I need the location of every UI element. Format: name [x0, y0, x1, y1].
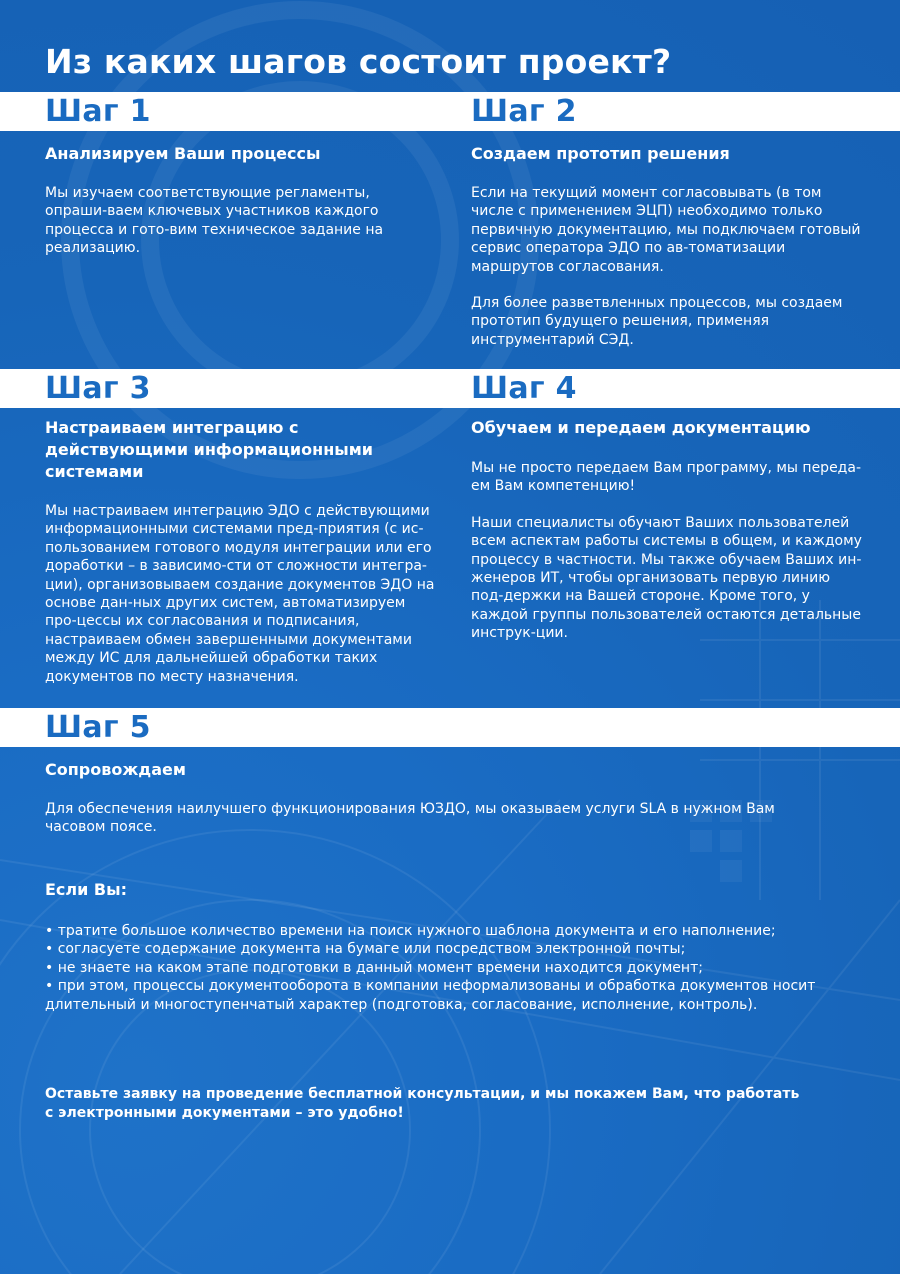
step-3-heading: Шаг 3 [45, 371, 151, 406]
step-3-subtitle: Настраиваем интеграцию с действующими информационными системами [45, 418, 373, 481]
step-5-paragraph: Для обеспечения наилучшего функционирования ЮЗДО, мы оказываем услуги SLA в нужном Вам часовом поясе. [45, 801, 775, 836]
step-4-body [471, 459, 866, 661]
if-you-list [45, 922, 835, 1014]
step-1-paragraph: Мы изучаем соответствующие регламенты, опраши-ваем ключевых участников каждого процесса и гото-вим техническое задание на реализацию. [45, 185, 384, 257]
step-2-subtitle: Создаем прототип решения [471, 144, 730, 163]
step-5-subtitle: Сопровождаем [45, 760, 186, 779]
step-1-heading: Шаг 1 [45, 94, 151, 129]
if-you-item: • при этом, процессы документооборота в компании неформализованы и обработка документов носит длительный и многоступенчатый характер (подготовка, согласование, исполнение, контроль). [45, 978, 816, 1013]
step-1-subtitle: Анализируем Ваши процессы [45, 144, 321, 163]
if-you-item: • согласуете содержание документа на бумаге или посредством электронной почты; [45, 941, 686, 958]
step-2-body [471, 184, 866, 367]
step-5-heading: Шаг 5 [45, 710, 151, 745]
call-to-action: Оставьте заявку на проведение бесплатной консультации, и мы покажем Вам, что работать с электронными документами – это удобно! [45, 1086, 800, 1121]
step-2-heading: Шаг 2 [471, 94, 577, 129]
step-4-paragraph: Мы не просто передаем Вам программу, мы переда-ем Вам компетенцию! [471, 460, 861, 495]
step-3-paragraph: Мы настраиваем интеграцию ЭДО с действующими информационными системами пред-приятия (с ис-пользованием готового модуля интеграции или его доработки – в зависимо-сти от сложности интегра-ции), организовываем создание документов ЭДО на основе дан-ных других систем, автоматизируем про-цессы их согласования и подписания, настраиваем обмен завершенными документами между ИС для дальнейшей обработки таких документов по месту назначения. [45, 503, 435, 685]
step-3-body [45, 502, 440, 704]
if-you-item: • тратите большое количество времени на поиск нужного шаблона документа и его наполнение; [45, 923, 776, 939]
step-4-heading: Шаг 4 [471, 371, 577, 406]
step-2-paragraph: Если на текущий момент согласовывать (в том числе с применением ЭЦП) необходимо только первичную документацию, мы подключаем готовый сервис оператора ЭДО по ав-томатизации маршрутов согласования. [471, 185, 861, 275]
step-4-subtitle: Обучаем и передаем документацию [471, 418, 811, 437]
step-4-paragraph: Наши специалисты обучают Ваших пользователей всем аспектам работы системы в общем, и каждому процессу в частности. Мы также обучаем Ваших ин-женеров ИТ, чтобы организовать первую линию под-держки на Вашей стороне. Кроме того, у каждой группы пользователей остаются детальные инструк-ции. [471, 514, 862, 642]
page-title: Из каких шагов состоит проект? [45, 42, 672, 81]
step-5-body [45, 800, 835, 855]
if-you-heading: Если Вы: [45, 880, 127, 899]
step-1-body [45, 184, 435, 276]
if-you-item: • не знаете на каком этапе подготовки в данный момент времени находится документ; [45, 959, 703, 976]
step-2-paragraph: Для более разветвленных процессов, мы создаем прототип будущего решения, применяя инструментарий СЭД. [471, 295, 843, 348]
